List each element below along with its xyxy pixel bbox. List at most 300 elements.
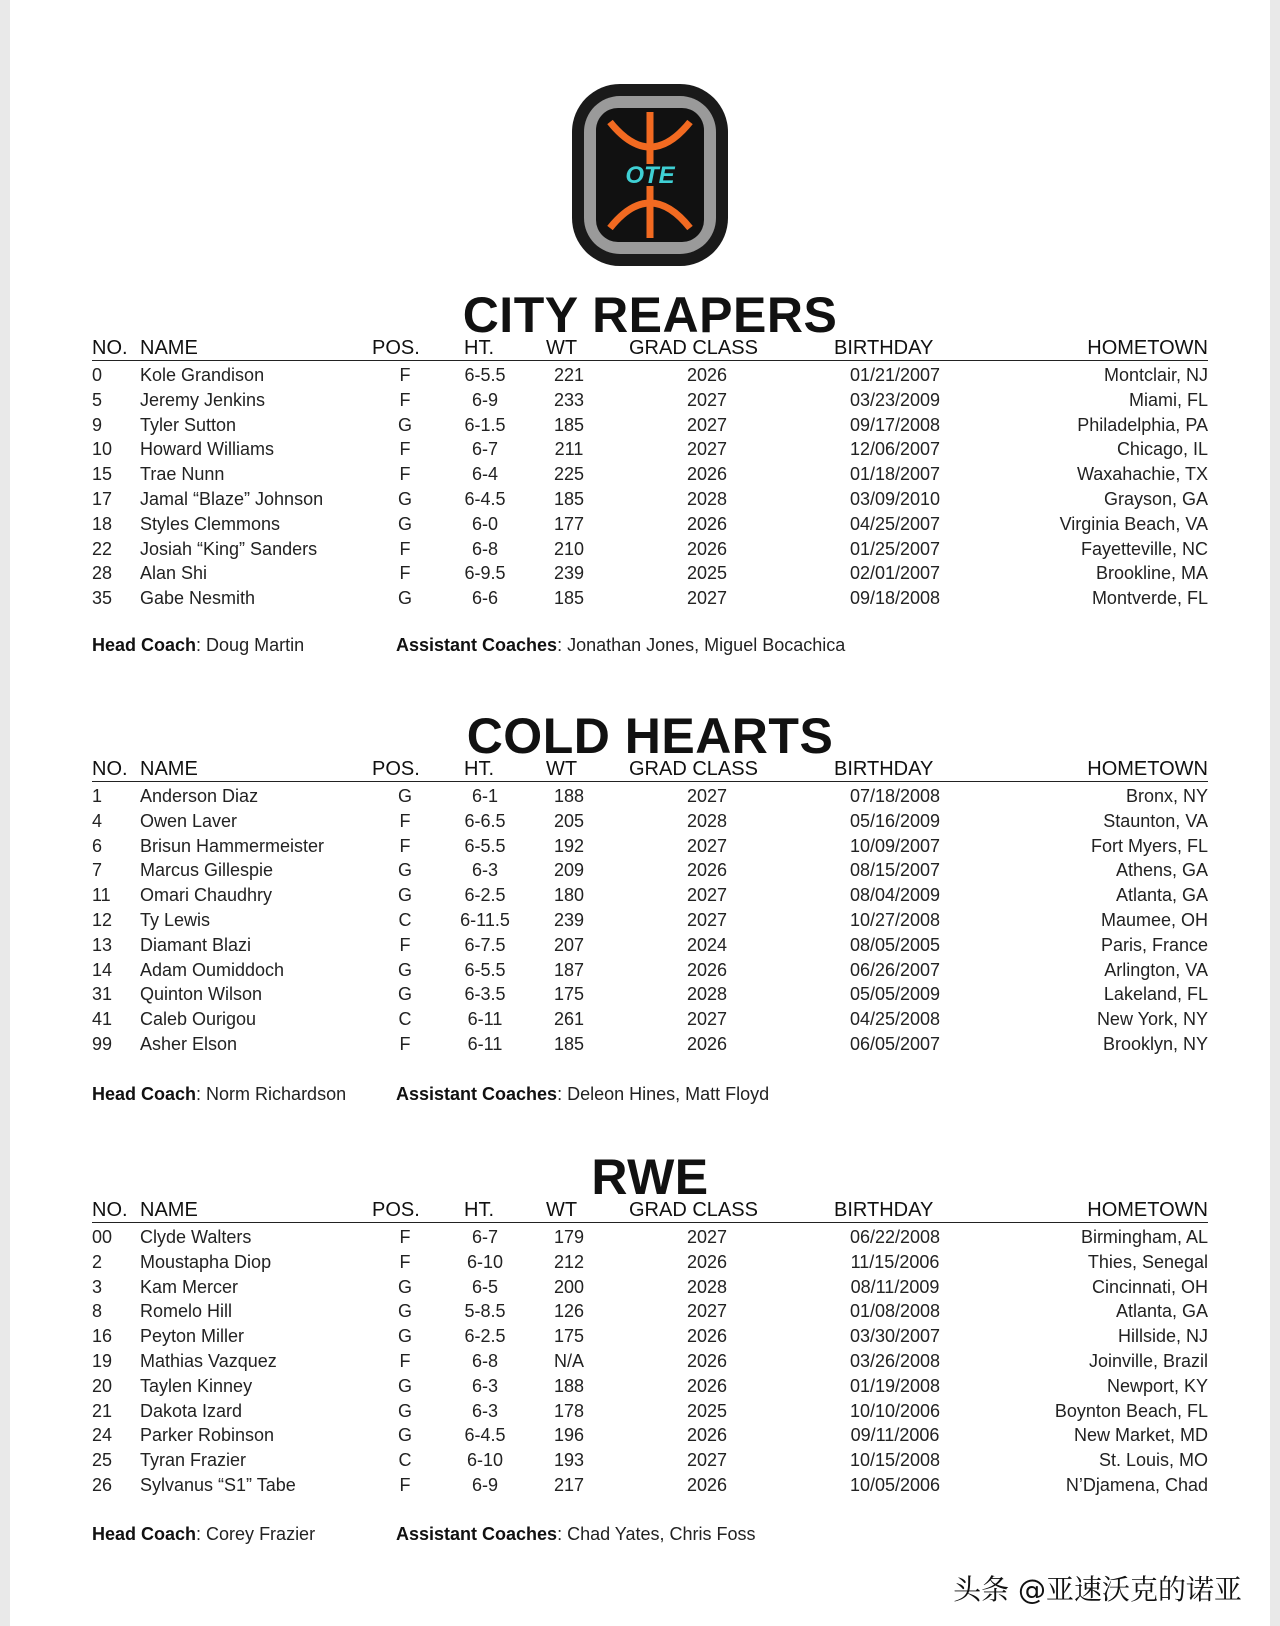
player-number: 21 — [92, 1400, 113, 1421]
player-number: 15 — [92, 464, 113, 485]
assistant-coaches-value: Jonathan Jones, Miguel Bocachica — [567, 635, 846, 655]
player-name: Caleb Ourigou — [140, 1009, 257, 1030]
player-position: F — [399, 1227, 411, 1247]
table-row — [92, 586, 1208, 611]
player-grad-class: 2027 — [686, 909, 728, 930]
header-pos: POS. — [372, 337, 420, 359]
table-row — [92, 413, 1208, 438]
table-row — [92, 1448, 1208, 1473]
player-number: 18 — [92, 513, 113, 534]
player-height: 6-11 — [467, 1033, 503, 1054]
player-number: 24 — [92, 1425, 113, 1446]
assistant-coaches: Assistant Coaches: Deleon Hines, Matt Floyd — [396, 1084, 770, 1104]
player-height: 6-0 — [471, 513, 498, 534]
player-position: F — [399, 835, 411, 856]
table-row — [92, 1399, 1208, 1424]
player-hometown: Joinville, Brazil — [1088, 1350, 1208, 1371]
header-hometown: HOMETOWN — [1087, 758, 1208, 780]
player-name: Sylvanus “S1” Tabe — [140, 1474, 296, 1495]
player-position: G — [397, 885, 412, 906]
header-wt: WT — [546, 1199, 578, 1221]
table-row — [92, 462, 1208, 487]
assistant-coaches: Assistant Coaches: Chad Yates, Chris Foss — [396, 1524, 756, 1544]
player-position: F — [399, 439, 411, 460]
player-name: Mathias Vazquez — [140, 1350, 277, 1371]
header-wt: WT — [546, 337, 578, 359]
player-height: 6-8 — [471, 1350, 498, 1371]
player-height: 5-8.5 — [464, 1301, 506, 1322]
player-name: Jamal “Blaze” Johnson — [140, 488, 324, 509]
table-row — [92, 363, 1208, 388]
player-hometown: Grayson, GA — [1103, 488, 1208, 509]
table-row — [92, 1250, 1208, 1275]
player-name: Dakota Izard — [140, 1400, 243, 1421]
table-row — [92, 933, 1208, 958]
svg-text:OTE: OTE — [625, 162, 675, 189]
assistant-coaches-label: Assistant Coaches — [396, 1524, 558, 1544]
player-height: 6-5.5 — [464, 835, 506, 856]
player-birthday: 12/06/2007 — [849, 439, 941, 460]
player-grad-class: 2026 — [686, 1375, 728, 1396]
player-name: Owen Laver — [140, 810, 238, 831]
table-row — [92, 1032, 1208, 1057]
player-hometown: Virginia Beach, VA — [1059, 513, 1208, 534]
player-weight: 192 — [553, 835, 585, 856]
player-name: Styles Clemmons — [140, 513, 281, 534]
player-number: 16 — [92, 1326, 113, 1347]
player-birthday: 01/25/2007 — [849, 538, 941, 559]
player-height: 6-5 — [471, 1276, 498, 1297]
table-row — [92, 388, 1208, 413]
player-birthday: 10/09/2007 — [849, 835, 941, 856]
table-row — [92, 1324, 1208, 1349]
player-hometown: Maumee, OH — [1100, 909, 1208, 930]
player-hometown: Lakeland, FL — [1103, 984, 1208, 1005]
player-hometown: Brooklyn, NY — [1102, 1033, 1208, 1054]
player-hometown: Philadelphia, PA — [1077, 414, 1208, 435]
table-row — [92, 487, 1208, 512]
player-grad-class: 2027 — [686, 885, 728, 906]
player-position: F — [399, 1251, 411, 1272]
player-height: 6-11 — [467, 1009, 503, 1030]
player-birthday: 10/27/2008 — [849, 909, 941, 930]
player-name: Quinton Wilson — [140, 984, 263, 1005]
player-birthday: 06/26/2007 — [849, 959, 941, 980]
player-name: Moustapha Diop — [140, 1251, 272, 1272]
player-grad-class: 2028 — [686, 984, 728, 1005]
player-grad-class: 2027 — [686, 414, 728, 435]
player-hometown: Chicago, IL — [1116, 439, 1208, 460]
player-number: 12 — [92, 909, 113, 930]
player-grad-class: 2027 — [686, 1009, 728, 1030]
player-hometown: Montverde, FL — [1091, 588, 1208, 609]
player-height: 6-4.5 — [464, 488, 506, 509]
player-grad-class: 2026 — [686, 1350, 728, 1371]
header-pos: POS. — [372, 758, 420, 780]
player-weight: 177 — [553, 513, 585, 534]
player-weight: 185 — [553, 488, 585, 509]
player-birthday: 06/22/2008 — [849, 1227, 941, 1247]
player-grad-class: 2027 — [686, 1227, 728, 1247]
player-height: 6-1.5 — [464, 414, 506, 435]
player-grad-class: 2028 — [686, 810, 728, 831]
player-birthday: 01/21/2007 — [849, 365, 941, 385]
player-position: G — [397, 1301, 412, 1322]
player-hometown: Fayetteville, NC — [1080, 538, 1208, 559]
header-grad-class: GRAD CLASS — [629, 758, 758, 780]
player-weight: 210 — [553, 538, 585, 559]
player-name: Tyler Sutton — [140, 414, 237, 435]
player-height: 6-5.5 — [464, 959, 506, 980]
player-hometown: Arlington, VA — [1104, 959, 1208, 980]
header-hometown: HOMETOWN — [1087, 1199, 1208, 1221]
player-position: C — [398, 1450, 412, 1471]
player-grad-class: 2028 — [686, 1276, 728, 1297]
player-hometown: Boynton Beach, FL — [1054, 1400, 1208, 1421]
player-position: F — [399, 1350, 411, 1371]
table-row — [92, 1007, 1208, 1032]
player-position: F — [399, 464, 411, 485]
player-birthday: 01/08/2008 — [849, 1301, 941, 1322]
player-name: Howard Williams — [140, 439, 275, 460]
player-number: 3 — [92, 1276, 103, 1297]
table-row — [92, 1349, 1208, 1374]
player-weight: 179 — [553, 1227, 585, 1247]
assistant-coaches-value: Chad Yates, Chris Foss — [567, 1524, 756, 1544]
player-name: Asher Elson — [140, 1033, 238, 1054]
player-position: C — [398, 909, 412, 930]
player-hometown: Bronx, NY — [1125, 786, 1208, 806]
header-name: NAME — [140, 337, 198, 359]
player-position: F — [399, 1033, 411, 1054]
table-row — [92, 883, 1208, 908]
team-title: COLD HEARTS — [466, 708, 834, 764]
player-birthday: 10/10/2006 — [849, 1400, 941, 1421]
player-height: 6-9.5 — [464, 563, 506, 584]
player-height: 6-7.5 — [464, 934, 506, 955]
header-birthday: BIRTHDAY — [834, 337, 934, 359]
player-number: 4 — [92, 810, 103, 831]
player-grad-class: 2026 — [686, 1326, 728, 1347]
head-coach: Head Coach: Corey Frazier — [92, 1524, 316, 1544]
player-birthday: 08/15/2007 — [849, 860, 941, 881]
player-name: Diamant Blazi — [140, 934, 252, 955]
player-position: G — [397, 1276, 412, 1297]
player-weight: 207 — [553, 934, 585, 955]
player-hometown: N’Djamena, Chad — [1065, 1474, 1208, 1495]
player-grad-class: 2026 — [686, 464, 728, 485]
player-weight: 200 — [553, 1276, 585, 1297]
player-weight: 193 — [553, 1450, 585, 1471]
player-grad-class: 2026 — [686, 1474, 728, 1495]
player-weight: 126 — [553, 1301, 585, 1322]
player-number: 10 — [92, 439, 113, 460]
player-birthday: 11/15/2006 — [850, 1251, 940, 1272]
table-header — [92, 757, 1208, 782]
player-hometown: New York, NY — [1096, 1009, 1208, 1030]
player-name: Peyton Miller — [140, 1326, 245, 1347]
player-birthday: 09/18/2008 — [849, 588, 941, 609]
player-hometown: Fort Myers, FL — [1090, 835, 1208, 856]
player-name: Kole Grandison — [140, 365, 265, 385]
player-name: Alan Shi — [140, 563, 208, 584]
player-number: 1 — [92, 786, 103, 806]
player-number: 19 — [92, 1350, 113, 1371]
player-weight: 239 — [553, 909, 585, 930]
player-number: 5 — [92, 389, 103, 410]
player-height: 6-3.5 — [464, 984, 506, 1005]
player-height: 6-7 — [471, 439, 498, 460]
player-birthday: 03/09/2010 — [849, 488, 941, 509]
header-ht: HT. — [464, 1199, 494, 1221]
player-hometown: Atlanta, GA — [1115, 1301, 1208, 1322]
player-position: F — [399, 1474, 411, 1495]
player-hometown: Cincinnati, OH — [1091, 1276, 1208, 1297]
player-position: C — [398, 1009, 412, 1030]
table-row — [92, 1225, 1208, 1250]
table-row — [92, 1275, 1208, 1300]
player-hometown: Hillside, NJ — [1117, 1326, 1208, 1347]
roster-rows — [92, 784, 1208, 1057]
player-grad-class: 2026 — [686, 1033, 728, 1054]
player-height: 6-1 — [471, 786, 498, 806]
player-grad-class: 2027 — [686, 1450, 728, 1471]
player-hometown: Birmingham, AL — [1080, 1227, 1208, 1247]
player-grad-class: 2028 — [686, 488, 728, 509]
table-row — [92, 537, 1208, 562]
player-number: 8 — [92, 1301, 103, 1322]
player-hometown: Newport, KY — [1106, 1375, 1208, 1396]
player-height: 6-9 — [471, 1474, 498, 1495]
table-row — [92, 908, 1208, 933]
assistant-coaches-label: Assistant Coaches — [396, 1084, 558, 1104]
header-wt: WT — [546, 758, 578, 780]
player-grad-class: 2026 — [686, 538, 728, 559]
player-name: Anderson Diaz — [140, 786, 259, 806]
player-birthday: 09/17/2008 — [849, 414, 941, 435]
player-grad-class: 2027 — [686, 389, 728, 410]
header-no: NO. — [92, 758, 128, 780]
header-birthday: BIRTHDAY — [834, 758, 934, 780]
table-row — [92, 1374, 1208, 1399]
player-name: Brisun Hammermeister — [140, 835, 325, 856]
player-weight: 217 — [553, 1474, 585, 1495]
player-grad-class: 2026 — [686, 513, 728, 534]
player-name: Parker Robinson — [140, 1425, 275, 1446]
player-number: 13 — [92, 934, 113, 955]
player-number: 14 — [92, 959, 113, 980]
player-position: F — [399, 934, 411, 955]
table-header — [92, 336, 1208, 361]
player-position: G — [397, 488, 412, 509]
player-position: F — [399, 365, 411, 385]
player-birthday: 03/30/2007 — [849, 1326, 941, 1347]
table-row — [92, 809, 1208, 834]
player-weight: 188 — [553, 786, 585, 806]
player-name: Ty Lewis — [140, 909, 211, 930]
table-row — [92, 437, 1208, 462]
player-birthday: 08/04/2009 — [849, 885, 941, 906]
player-number: 00 — [92, 1227, 113, 1247]
player-name: Taylen Kinney — [140, 1375, 253, 1396]
player-position: F — [399, 389, 411, 410]
player-position: G — [397, 786, 412, 806]
player-weight: 239 — [553, 563, 585, 584]
player-name: Trae Nunn — [140, 464, 225, 485]
player-number: 22 — [92, 538, 113, 559]
roster-rows — [92, 1225, 1208, 1498]
player-number: 25 — [92, 1450, 113, 1471]
header-ht: HT. — [464, 758, 494, 780]
player-position: G — [397, 414, 412, 435]
player-number: 6 — [92, 835, 103, 856]
table-row — [92, 784, 1208, 809]
player-height: 6-3 — [471, 1400, 498, 1421]
player-weight: 185 — [553, 414, 585, 435]
player-grad-class: 2027 — [686, 1301, 728, 1322]
player-birthday: 01/19/2008 — [849, 1375, 941, 1396]
head-coach-label: Head Coach — [92, 635, 197, 655]
player-hometown: Miami, FL — [1128, 389, 1208, 410]
player-birthday: 07/18/2008 — [849, 786, 941, 806]
player-height: 6-3 — [471, 860, 498, 881]
table-row — [92, 1299, 1208, 1324]
player-number: 11 — [92, 885, 111, 906]
player-grad-class: 2027 — [686, 439, 728, 460]
header-name: NAME — [140, 758, 198, 780]
player-height: 6-2.5 — [464, 1326, 506, 1347]
player-weight: 178 — [553, 1400, 585, 1421]
header-grad-class: GRAD CLASS — [629, 1199, 758, 1221]
player-grad-class: 2027 — [686, 588, 728, 609]
player-height: 6-3 — [471, 1375, 498, 1396]
player-weight: 205 — [553, 810, 585, 831]
assistant-coaches: Assistant Coaches: Jonathan Jones, Miguel Bocachica — [396, 635, 846, 655]
player-weight: 261 — [553, 1009, 585, 1030]
player-number: 31 — [92, 984, 113, 1005]
player-position: G — [397, 1326, 412, 1347]
roster-rows — [92, 363, 1208, 611]
table-row — [92, 982, 1208, 1007]
player-birthday: 04/25/2007 — [849, 513, 941, 534]
player-height: 6-4 — [471, 464, 498, 485]
head-coach-value: Norm Richardson — [206, 1084, 347, 1104]
player-weight: 175 — [553, 1326, 585, 1347]
player-number: 26 — [92, 1474, 113, 1495]
header-no: NO. — [92, 1199, 128, 1221]
player-weight: 196 — [553, 1425, 585, 1446]
player-weight: 187 — [553, 959, 585, 980]
player-grad-class: 2026 — [686, 365, 728, 385]
player-number: 9 — [92, 414, 103, 435]
player-position: F — [399, 538, 411, 559]
player-weight: 185 — [553, 588, 585, 609]
player-birthday: 04/25/2008 — [849, 1009, 941, 1030]
head-coach-value: Corey Frazier — [206, 1524, 316, 1544]
player-height: 6-5.5 — [464, 365, 506, 385]
player-weight: 185 — [553, 1033, 585, 1054]
player-hometown: New Market, MD — [1073, 1425, 1208, 1446]
player-height: 6-2.5 — [464, 885, 506, 906]
ote-logo — [570, 82, 730, 268]
player-position: G — [397, 860, 412, 881]
player-birthday: 06/05/2007 — [849, 1033, 941, 1054]
player-grad-class: 2025 — [686, 563, 728, 584]
player-birthday: 01/18/2007 — [849, 464, 941, 485]
player-position: G — [397, 984, 412, 1005]
player-name: Adam Oumiddoch — [140, 959, 285, 980]
player-hometown: Paris, France — [1100, 934, 1208, 955]
header-birthday: BIRTHDAY — [834, 1199, 934, 1221]
player-number: 17 — [92, 488, 113, 509]
player-name: Kam Mercer — [140, 1276, 239, 1297]
player-weight: 188 — [553, 1375, 585, 1396]
player-number: 35 — [92, 588, 113, 609]
player-birthday: 10/05/2006 — [849, 1474, 941, 1495]
player-height: 6-4.5 — [464, 1425, 506, 1446]
player-name: Omari Chaudhry — [140, 885, 273, 906]
player-hometown: Brookline, MA — [1095, 563, 1208, 584]
player-position: G — [397, 1400, 412, 1421]
header-hometown: HOMETOWN — [1087, 337, 1208, 359]
player-height: 6-7 — [471, 1227, 498, 1247]
head-coach-value: Doug Martin — [206, 635, 305, 655]
header-name: NAME — [140, 1199, 198, 1221]
player-number: 41 — [92, 1009, 113, 1030]
player-grad-class: 2026 — [686, 959, 728, 980]
player-position: G — [397, 959, 412, 980]
player-number: 28 — [92, 563, 113, 584]
player-height: 6-6 — [471, 588, 498, 609]
player-birthday: 08/11/2009 — [850, 1276, 940, 1297]
player-hometown: Staunton, VA — [1103, 810, 1208, 831]
player-name: Romelo Hill — [140, 1301, 233, 1322]
player-birthday: 05/05/2009 — [849, 984, 941, 1005]
player-height: 6-9 — [471, 389, 498, 410]
player-grad-class: 2024 — [686, 934, 728, 955]
player-birthday: 03/26/2008 — [849, 1350, 941, 1371]
player-number: 99 — [92, 1033, 113, 1054]
player-name: Jeremy Jenkins — [140, 389, 266, 410]
table-row — [92, 858, 1208, 883]
player-weight: 225 — [553, 464, 585, 485]
player-height: 6-10 — [466, 1251, 504, 1272]
player-birthday: 08/05/2005 — [849, 934, 941, 955]
watermark: 头条 @亚速沃克的诺亚 — [953, 1573, 1242, 1606]
player-hometown: Waxahachie, TX — [1076, 464, 1208, 485]
player-weight: 180 — [553, 885, 585, 906]
player-weight: 209 — [553, 860, 585, 881]
assistant-coaches-label: Assistant Coaches — [396, 635, 558, 655]
player-number: 20 — [92, 1375, 113, 1396]
player-grad-class: 2027 — [686, 835, 728, 856]
player-name: Gabe Nesmith — [140, 588, 256, 609]
player-number: 2 — [92, 1251, 103, 1272]
player-weight: 212 — [553, 1251, 585, 1272]
player-height: 6-8 — [471, 538, 498, 559]
player-weight: 221 — [553, 365, 585, 385]
header-no: NO. — [92, 337, 128, 359]
player-position: F — [399, 810, 411, 831]
player-position: F — [399, 563, 411, 584]
player-position: G — [397, 1375, 412, 1396]
table-row — [92, 958, 1208, 983]
player-number: 0 — [92, 365, 103, 385]
team-title: RWE — [591, 1149, 709, 1205]
table-row — [92, 1473, 1208, 1498]
table-row — [92, 512, 1208, 537]
player-grad-class: 2025 — [686, 1400, 728, 1421]
